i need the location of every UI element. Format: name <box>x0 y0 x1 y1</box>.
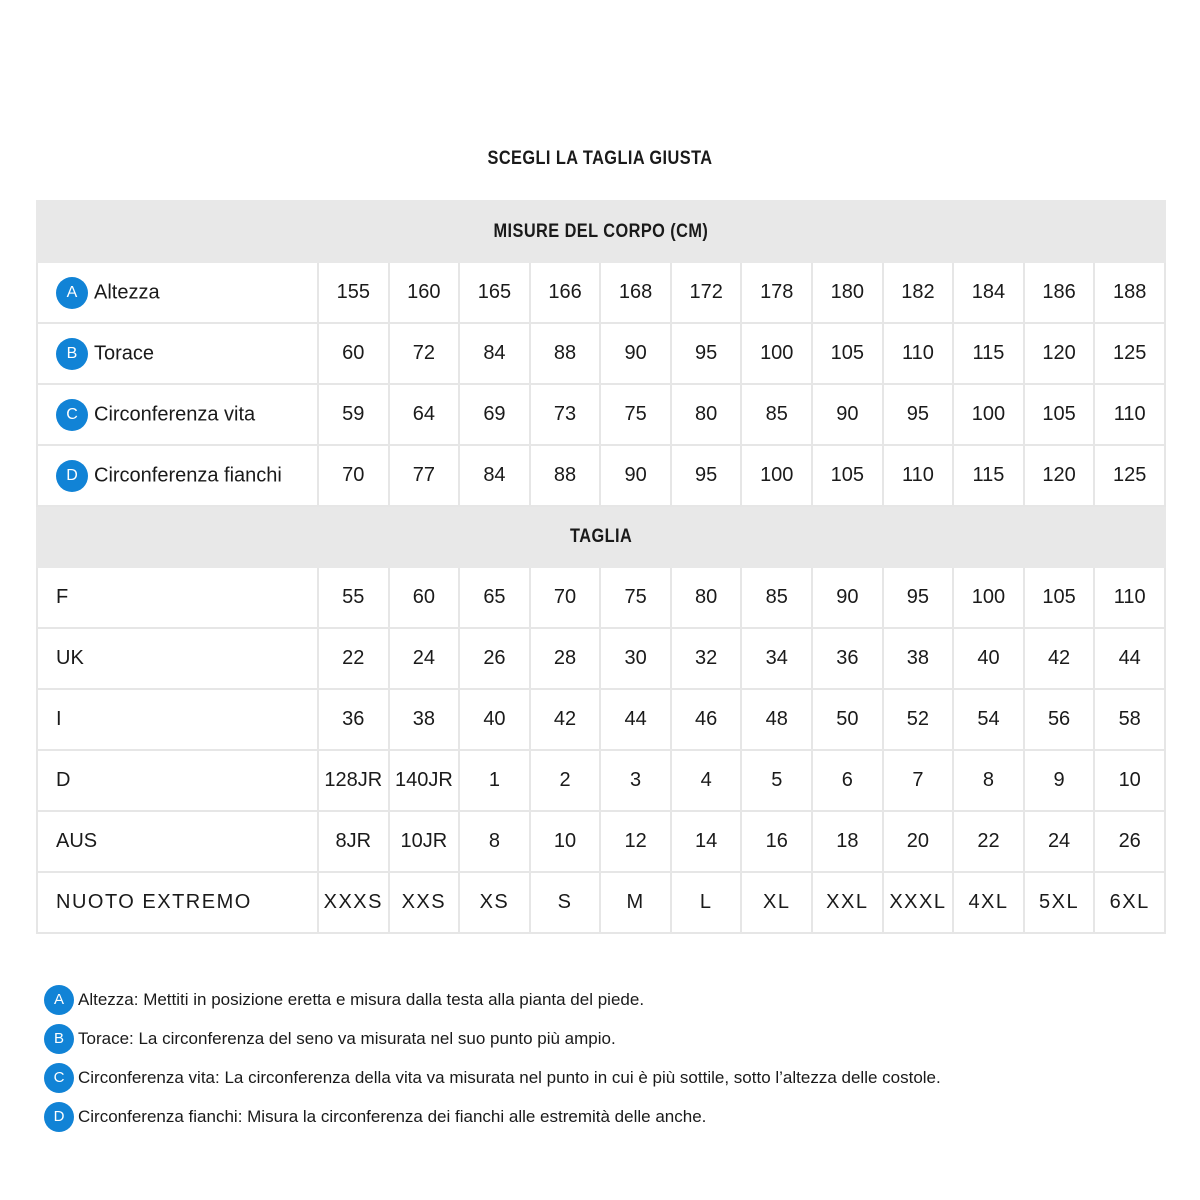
table-cell: 105 <box>812 323 883 384</box>
table-cell: L <box>671 872 742 933</box>
table-cell: 36 <box>812 628 883 689</box>
row-label-text: Altezza <box>94 281 160 303</box>
table-cell: 160 <box>389 262 460 323</box>
table-row <box>37 323 1165 384</box>
table-cell: 80 <box>671 384 742 445</box>
table-cell: 182 <box>883 262 954 323</box>
page-title: SCEGLI LA TAGLIA GIUSTA <box>487 148 713 169</box>
table-cell: 178 <box>741 262 812 323</box>
table-cell: 26 <box>459 628 530 689</box>
table-cell: 188 <box>1094 262 1165 323</box>
table-cell: 95 <box>883 567 954 628</box>
table-cell: 84 <box>459 445 530 506</box>
table-cell: 73 <box>530 384 601 445</box>
table-cell: 24 <box>1024 811 1095 872</box>
table-cell: 95 <box>883 384 954 445</box>
table-cell: 186 <box>1024 262 1095 323</box>
size-heading <box>37 506 1165 567</box>
table-cell: 34 <box>741 628 812 689</box>
note-text: Altezza: Mettiti in posizione eretta e misura dalla testa alla pianta del piede. <box>78 989 645 1009</box>
note-fianchi <box>44 1097 1164 1136</box>
table-cell: 100 <box>953 567 1024 628</box>
table-cell: 55 <box>318 567 389 628</box>
row-label: AUS <box>37 811 318 872</box>
table-cell: 69 <box>459 384 530 445</box>
table-cell: 7 <box>883 750 954 811</box>
table-cell: 16 <box>741 811 812 872</box>
note-text: Torace: La circonferenza del seno va misurata nel suo punto più ampio. <box>78 1028 616 1048</box>
table-cell: 90 <box>600 323 671 384</box>
table-cell: 72 <box>389 323 460 384</box>
table-cell: 10 <box>1094 750 1165 811</box>
table-cell: 56 <box>1024 689 1095 750</box>
table-cell: 40 <box>459 689 530 750</box>
table-cell: 59 <box>318 384 389 445</box>
table-cell: 95 <box>671 323 742 384</box>
table-cell: 184 <box>953 262 1024 323</box>
table-cell: 36 <box>318 689 389 750</box>
table-cell: 10JR <box>389 811 460 872</box>
table-cell: 22 <box>953 811 1024 872</box>
table-cell: 1 <box>459 750 530 811</box>
table-cell: 46 <box>671 689 742 750</box>
body-measurements-header-row <box>37 201 1165 262</box>
table-cell: 38 <box>389 689 460 750</box>
table-cell: 140JR <box>389 750 460 811</box>
table-row <box>37 750 1165 811</box>
table-cell: 5 <box>741 750 812 811</box>
table-cell: M <box>600 872 671 933</box>
table-cell: XXXL <box>883 872 954 933</box>
table-cell: 110 <box>1094 384 1165 445</box>
table-cell: 42 <box>1024 628 1095 689</box>
table-cell: 44 <box>600 689 671 750</box>
table-cell: 8 <box>953 750 1024 811</box>
table-cell: 100 <box>953 384 1024 445</box>
table-cell: 75 <box>600 384 671 445</box>
row-label <box>37 445 318 506</box>
table-cell: 90 <box>600 445 671 506</box>
table-cell: 168 <box>600 262 671 323</box>
table-cell: 88 <box>530 323 601 384</box>
badge-a-icon: A <box>44 985 74 1015</box>
table-cell: 8JR <box>318 811 389 872</box>
table-cell: 180 <box>812 262 883 323</box>
table-cell: 85 <box>741 567 812 628</box>
table-cell: 3 <box>600 750 671 811</box>
table-cell: 52 <box>883 689 954 750</box>
table-cell: 115 <box>953 445 1024 506</box>
table-cell: 115 <box>953 323 1024 384</box>
table-cell: 84 <box>459 323 530 384</box>
table-cell: 40 <box>953 628 1024 689</box>
table-cell: 165 <box>459 262 530 323</box>
table-cell: 32 <box>671 628 742 689</box>
table-cell: XL <box>741 872 812 933</box>
badge-d-icon: D <box>56 460 88 492</box>
table-cell: 60 <box>389 567 460 628</box>
table-cell: 64 <box>389 384 460 445</box>
table-cell: 28 <box>530 628 601 689</box>
table-row <box>37 445 1165 506</box>
table-cell: 85 <box>741 384 812 445</box>
row-label: NUOTO EXTREMO <box>37 872 318 933</box>
table-cell: 166 <box>530 262 601 323</box>
table-row <box>37 384 1165 445</box>
table-cell: 26 <box>1094 811 1165 872</box>
table-cell: 70 <box>318 445 389 506</box>
table-cell: XS <box>459 872 530 933</box>
table-cell: 38 <box>883 628 954 689</box>
table-cell: 54 <box>953 689 1024 750</box>
row-label: UK <box>37 628 318 689</box>
badge-d-icon: D <box>44 1102 74 1132</box>
row-label <box>37 323 318 384</box>
table-cell: 24 <box>389 628 460 689</box>
table-cell: 110 <box>1094 567 1165 628</box>
table-cell: 65 <box>459 567 530 628</box>
badge-c-icon: C <box>56 399 88 431</box>
table-cell: 9 <box>1024 750 1095 811</box>
table-cell: 80 <box>671 567 742 628</box>
table-cell: 18 <box>812 811 883 872</box>
table-cell: 105 <box>812 445 883 506</box>
table-cell: 100 <box>741 323 812 384</box>
table-cell: 90 <box>812 567 883 628</box>
badge-a-icon: A <box>56 277 88 309</box>
row-label: F <box>37 567 318 628</box>
table-cell: 2 <box>530 750 601 811</box>
row-label: I <box>37 689 318 750</box>
table-row <box>37 872 1165 933</box>
row-label-text: Circonferenza fianchi <box>94 464 282 486</box>
table-cell: 125 <box>1094 323 1165 384</box>
table-cell: 42 <box>530 689 601 750</box>
table-cell: 70 <box>530 567 601 628</box>
badge-b-icon: B <box>56 338 88 370</box>
table-cell: 95 <box>671 445 742 506</box>
table-cell: 14 <box>671 811 742 872</box>
note-altezza <box>44 980 1164 1019</box>
table-cell: 75 <box>600 567 671 628</box>
size-heading-text: TAGLIA <box>569 525 633 547</box>
size-chart-table <box>36 200 1166 934</box>
table-cell: 172 <box>671 262 742 323</box>
body-measurements-heading <box>37 201 1165 262</box>
body-measurements-heading-text: MISURE DEL CORPO (CM) <box>493 220 709 242</box>
table-cell: 8 <box>459 811 530 872</box>
table-cell: 100 <box>741 445 812 506</box>
note-text: Circonferenza fianchi: Misura la circonferenza dei fianchi alle estremità delle anche. <box>78 1106 707 1126</box>
row-label-text: Torace <box>94 342 155 364</box>
badge-b-icon: B <box>44 1024 74 1054</box>
measurement-notes <box>44 980 1164 1136</box>
table-cell: 105 <box>1024 384 1095 445</box>
table-row <box>37 811 1165 872</box>
table-cell: 120 <box>1024 323 1095 384</box>
row-label <box>37 384 318 445</box>
table-cell: 20 <box>883 811 954 872</box>
table-row <box>37 567 1165 628</box>
table-cell: 105 <box>1024 567 1095 628</box>
table-cell: 155 <box>318 262 389 323</box>
table-row <box>37 262 1165 323</box>
size-header-row <box>37 506 1165 567</box>
table-cell: 10 <box>530 811 601 872</box>
row-label <box>37 262 318 323</box>
badge-c-icon: C <box>44 1063 74 1093</box>
table-cell: XXS <box>389 872 460 933</box>
table-cell: 125 <box>1094 445 1165 506</box>
table-cell: 88 <box>530 445 601 506</box>
table-cell: 110 <box>883 445 954 506</box>
table-row <box>37 628 1165 689</box>
table-cell: 22 <box>318 628 389 689</box>
note-torace <box>44 1019 1164 1058</box>
table-cell: 128JR <box>318 750 389 811</box>
table-cell: S <box>530 872 601 933</box>
table-cell: 5XL <box>1024 872 1095 933</box>
table-cell: 110 <box>883 323 954 384</box>
table-cell: 12 <box>600 811 671 872</box>
table-cell: 48 <box>741 689 812 750</box>
table-cell: 60 <box>318 323 389 384</box>
table-cell: 6 <box>812 750 883 811</box>
note-text: Circonferenza vita: La circonferenza della vita va misurata nel punto in cui è più sottile, sotto l’altezza delle costole. <box>78 1067 941 1087</box>
table-cell: 30 <box>600 628 671 689</box>
table-cell: 120 <box>1024 445 1095 506</box>
table-cell: 4XL <box>953 872 1024 933</box>
table-row <box>37 689 1165 750</box>
table-cell: 50 <box>812 689 883 750</box>
table-cell: 6XL <box>1094 872 1165 933</box>
table-cell: 4 <box>671 750 742 811</box>
table-cell: XXL <box>812 872 883 933</box>
row-label: D <box>37 750 318 811</box>
table-cell: 44 <box>1094 628 1165 689</box>
table-cell: XXXS <box>318 872 389 933</box>
table-cell: 90 <box>812 384 883 445</box>
table-cell: 58 <box>1094 689 1165 750</box>
row-label-text: Circonferenza vita <box>94 403 256 425</box>
note-vita <box>44 1058 1164 1097</box>
table-cell: 77 <box>389 445 460 506</box>
